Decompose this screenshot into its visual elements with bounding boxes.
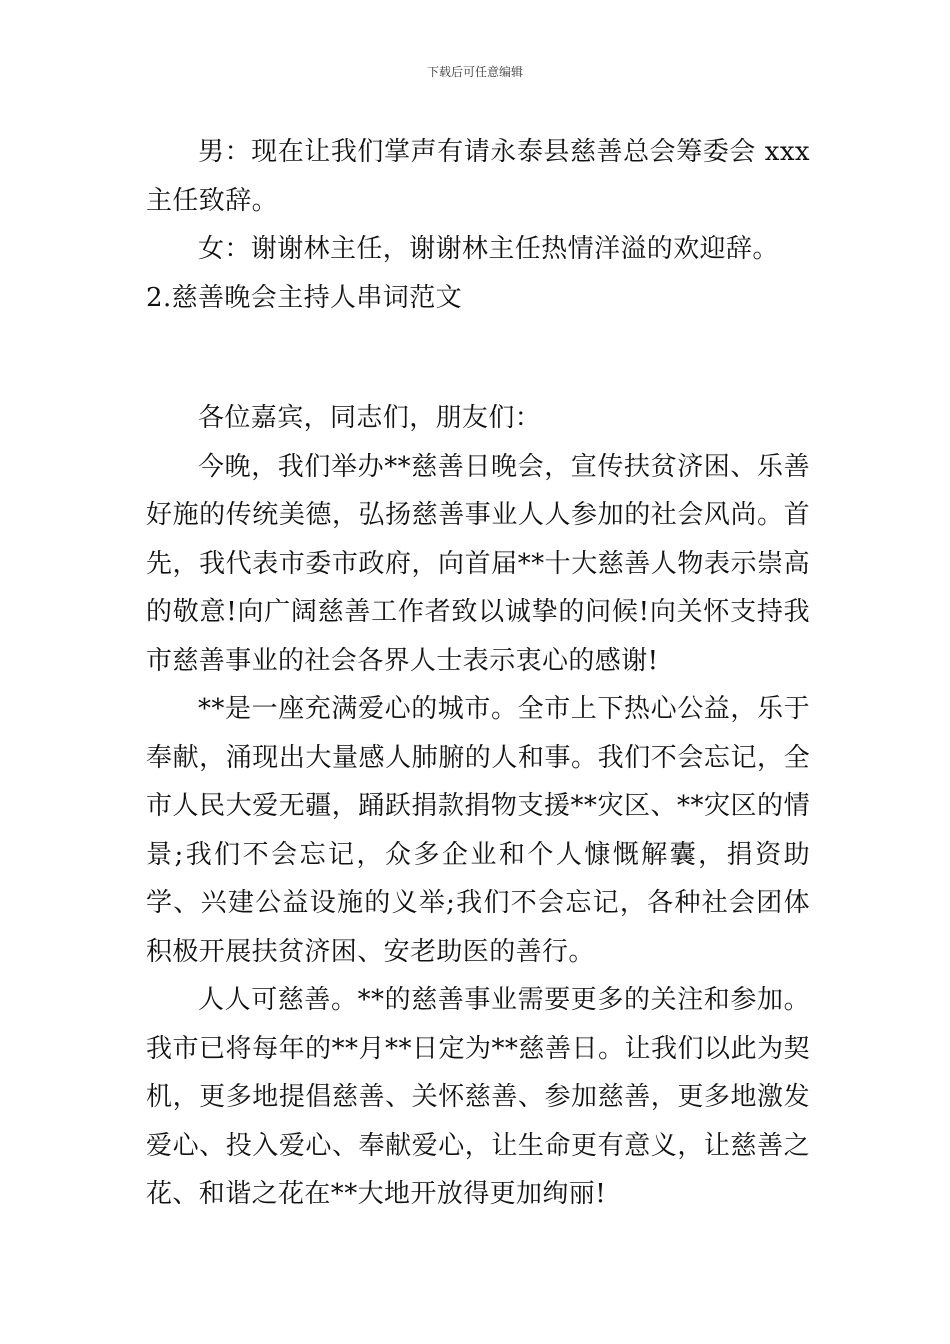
section-spacer <box>146 322 810 394</box>
section-title: 2.慈善晚会主持人串词范文 <box>146 282 463 313</box>
page-header: 下载后可任意编辑 <box>426 65 523 79</box>
dialogue-paragraph-male: 男：现在让我们掌声有请永泰县慈善总会筹委会 xxx 主任致辞。 <box>146 137 810 216</box>
document-body <box>146 128 810 1219</box>
body-paragraph: 今晚，我们举办**慈善日晚会，宣传扶贫济困、乐善好施的传统美德，弘扬慈善事业人人参加的社会风尚。首先，我代表市委市政府，向首届**十大慈善人物表示崇高的敬意!向广阔慈善工作者致以诚挚的问候!向关怀支持我市慈善事业的社会各界人士表示衷心的感谢! <box>146 451 810 676</box>
dialogue-paragraph-female: 女：谢谢林主任，谢谢林主任热情洋溢的欢迎辞。 <box>198 234 779 264</box>
body-paragraph: **是一座充满爱心的城市。全市上下热心公益，乐于奉献，涌现出大量感人肺腑的人和事。我们不会忘记，全市人民大爱无疆，踊跃捐款捐物支援**灾区、**灾区的情景;我们不会忘记，众多企业和个人慷慨解囊，捐资助学、兴建公益设施的义举;我们不会忘记，各种社会团体积极开展扶贫济困、安老助医的善行。 <box>146 694 810 967</box>
greeting-paragraph: 各位嘉宾，同志们，朋友们： <box>198 403 542 433</box>
body-paragraph: 人人可慈善。**的慈善事业需要更多的关注和参加。我市已将每年的**月**日定为**慈善日。让我们以此为契机，更多地提倡慈善、关怀慈善、参加慈善，更多地激发爱心、投入爱心、奉献爱心，让生命更有意义，让慈善之花、和谐之花在**大地开放得更加绚丽! <box>146 985 810 1209</box>
